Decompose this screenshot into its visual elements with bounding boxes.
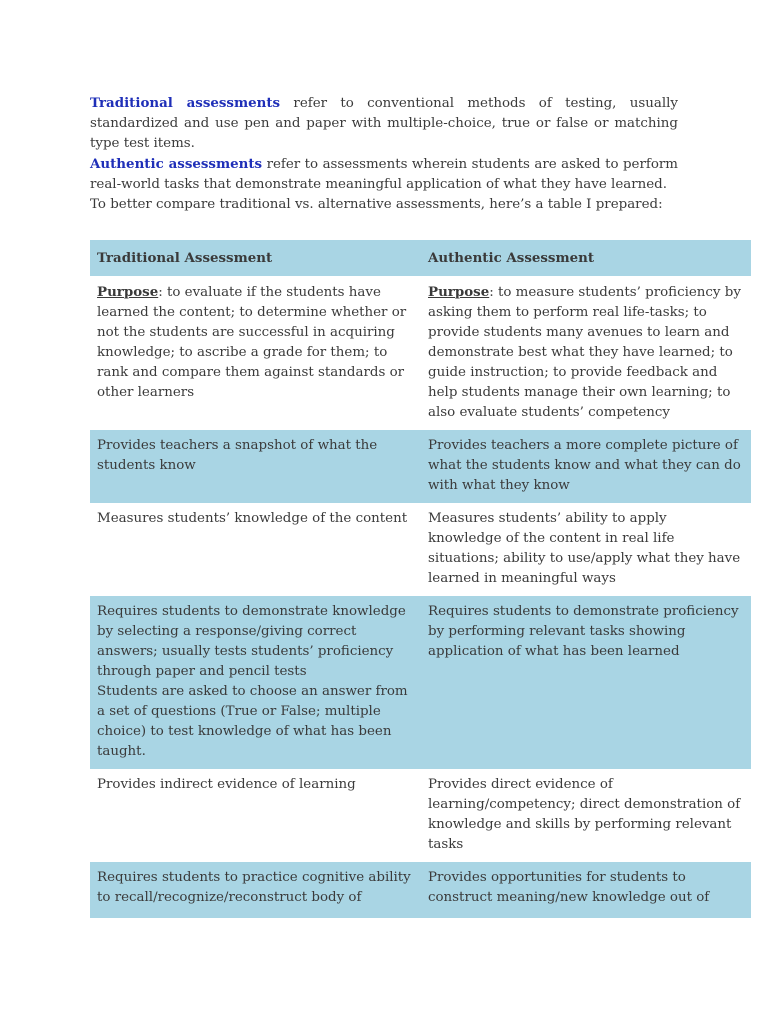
cell-authentic: Provides teachers a more complete picture of what the students know and what they can do with what they know [421,430,751,503]
cell-traditional: Provides indirect evidence of learning [90,769,421,862]
header-authentic: Authentic Assessment [421,240,751,276]
keyword-traditional-assessments: Traditional assessments [90,95,281,111]
cell-purpose-traditional [90,276,421,430]
intro-paragraph-authentic [90,154,678,195]
cell-authentic: Provides direct evidence of learning/competency; direct demonstration of knowledge and skills by performing relevant tasks [421,769,751,862]
cell-text-truncated: Provides opportunities for students to construct meaning/new knowledge out of [428,870,710,905]
intro-text-traditional: refer to conventional methods of testing, usually standardized and use pen and paper with multiple-choice, true or false or matching type test items. [90,96,678,151]
purpose-text: : to measure students’ proficiency by asking them to perform real life-tasks; to provide students many avenues to learn and demonstrate best what they have learned; to guide instruction; to provide feedback and help students manage their own learning; to also evaluate students’ competency [428,285,741,420]
purpose-text: : to evaluate if the students have learned the content; to determine whether or not the students are successful in acquiring knowledge; to ascribe a grade for them; to rank and compare them against standards or other learners [97,285,407,400]
table-row [90,503,751,596]
purpose-label: Purpose [97,284,159,300]
intro-text-authentic: refer to assessments wherein students are asked to perform real-world tasks that demonstrate meaningful application of what they have learned. [90,157,679,192]
cell-authentic: Measures students’ ability to apply knowledge of the content in real life situations; ability to use/apply what they have learned in meaningful ways [421,503,751,596]
table-row [90,862,751,918]
cell-traditional: Measures students’ knowledge of the content [90,503,421,596]
comparison-table [90,240,751,918]
cell-authentic [421,862,751,918]
cell-traditional: Provides teachers a snapshot of what the students know [90,430,421,503]
header-traditional: Traditional Assessment [90,240,421,276]
cell-traditional [90,862,421,918]
table-row [90,276,751,430]
table-header-row [90,240,751,276]
cell-purpose-authentic [421,276,751,430]
table-row [90,769,751,862]
cell-text-extra: Students are asked to choose an answer from a set of questions (True or False; multiple choice) to test knowledge of what has been taught. [97,684,408,759]
intro-paragraph-traditional [90,93,678,154]
intro-text [90,93,678,215]
table-row [90,430,751,503]
intro-paragraph-table-lead: To better compare traditional vs. alternative assessments, here’s a table I prepared: [90,197,663,212]
cell-authentic: Requires students to demonstrate proficiency by performing relevant tasks showing application of what has been learned [421,596,751,769]
cell-traditional [90,596,421,769]
table-row [90,596,751,769]
cell-text-truncated: Requires students to practice cognitive ability to recall/recognize/reconstruct body of [97,870,411,905]
cell-text: Requires students to demonstrate knowledge by selecting a response/giving correct answers; usually tests students’ proficiency through paper and pencil tests [97,604,406,679]
purpose-label: Purpose [428,284,490,300]
keyword-authentic-assessments: Authentic assessments [90,156,263,172]
